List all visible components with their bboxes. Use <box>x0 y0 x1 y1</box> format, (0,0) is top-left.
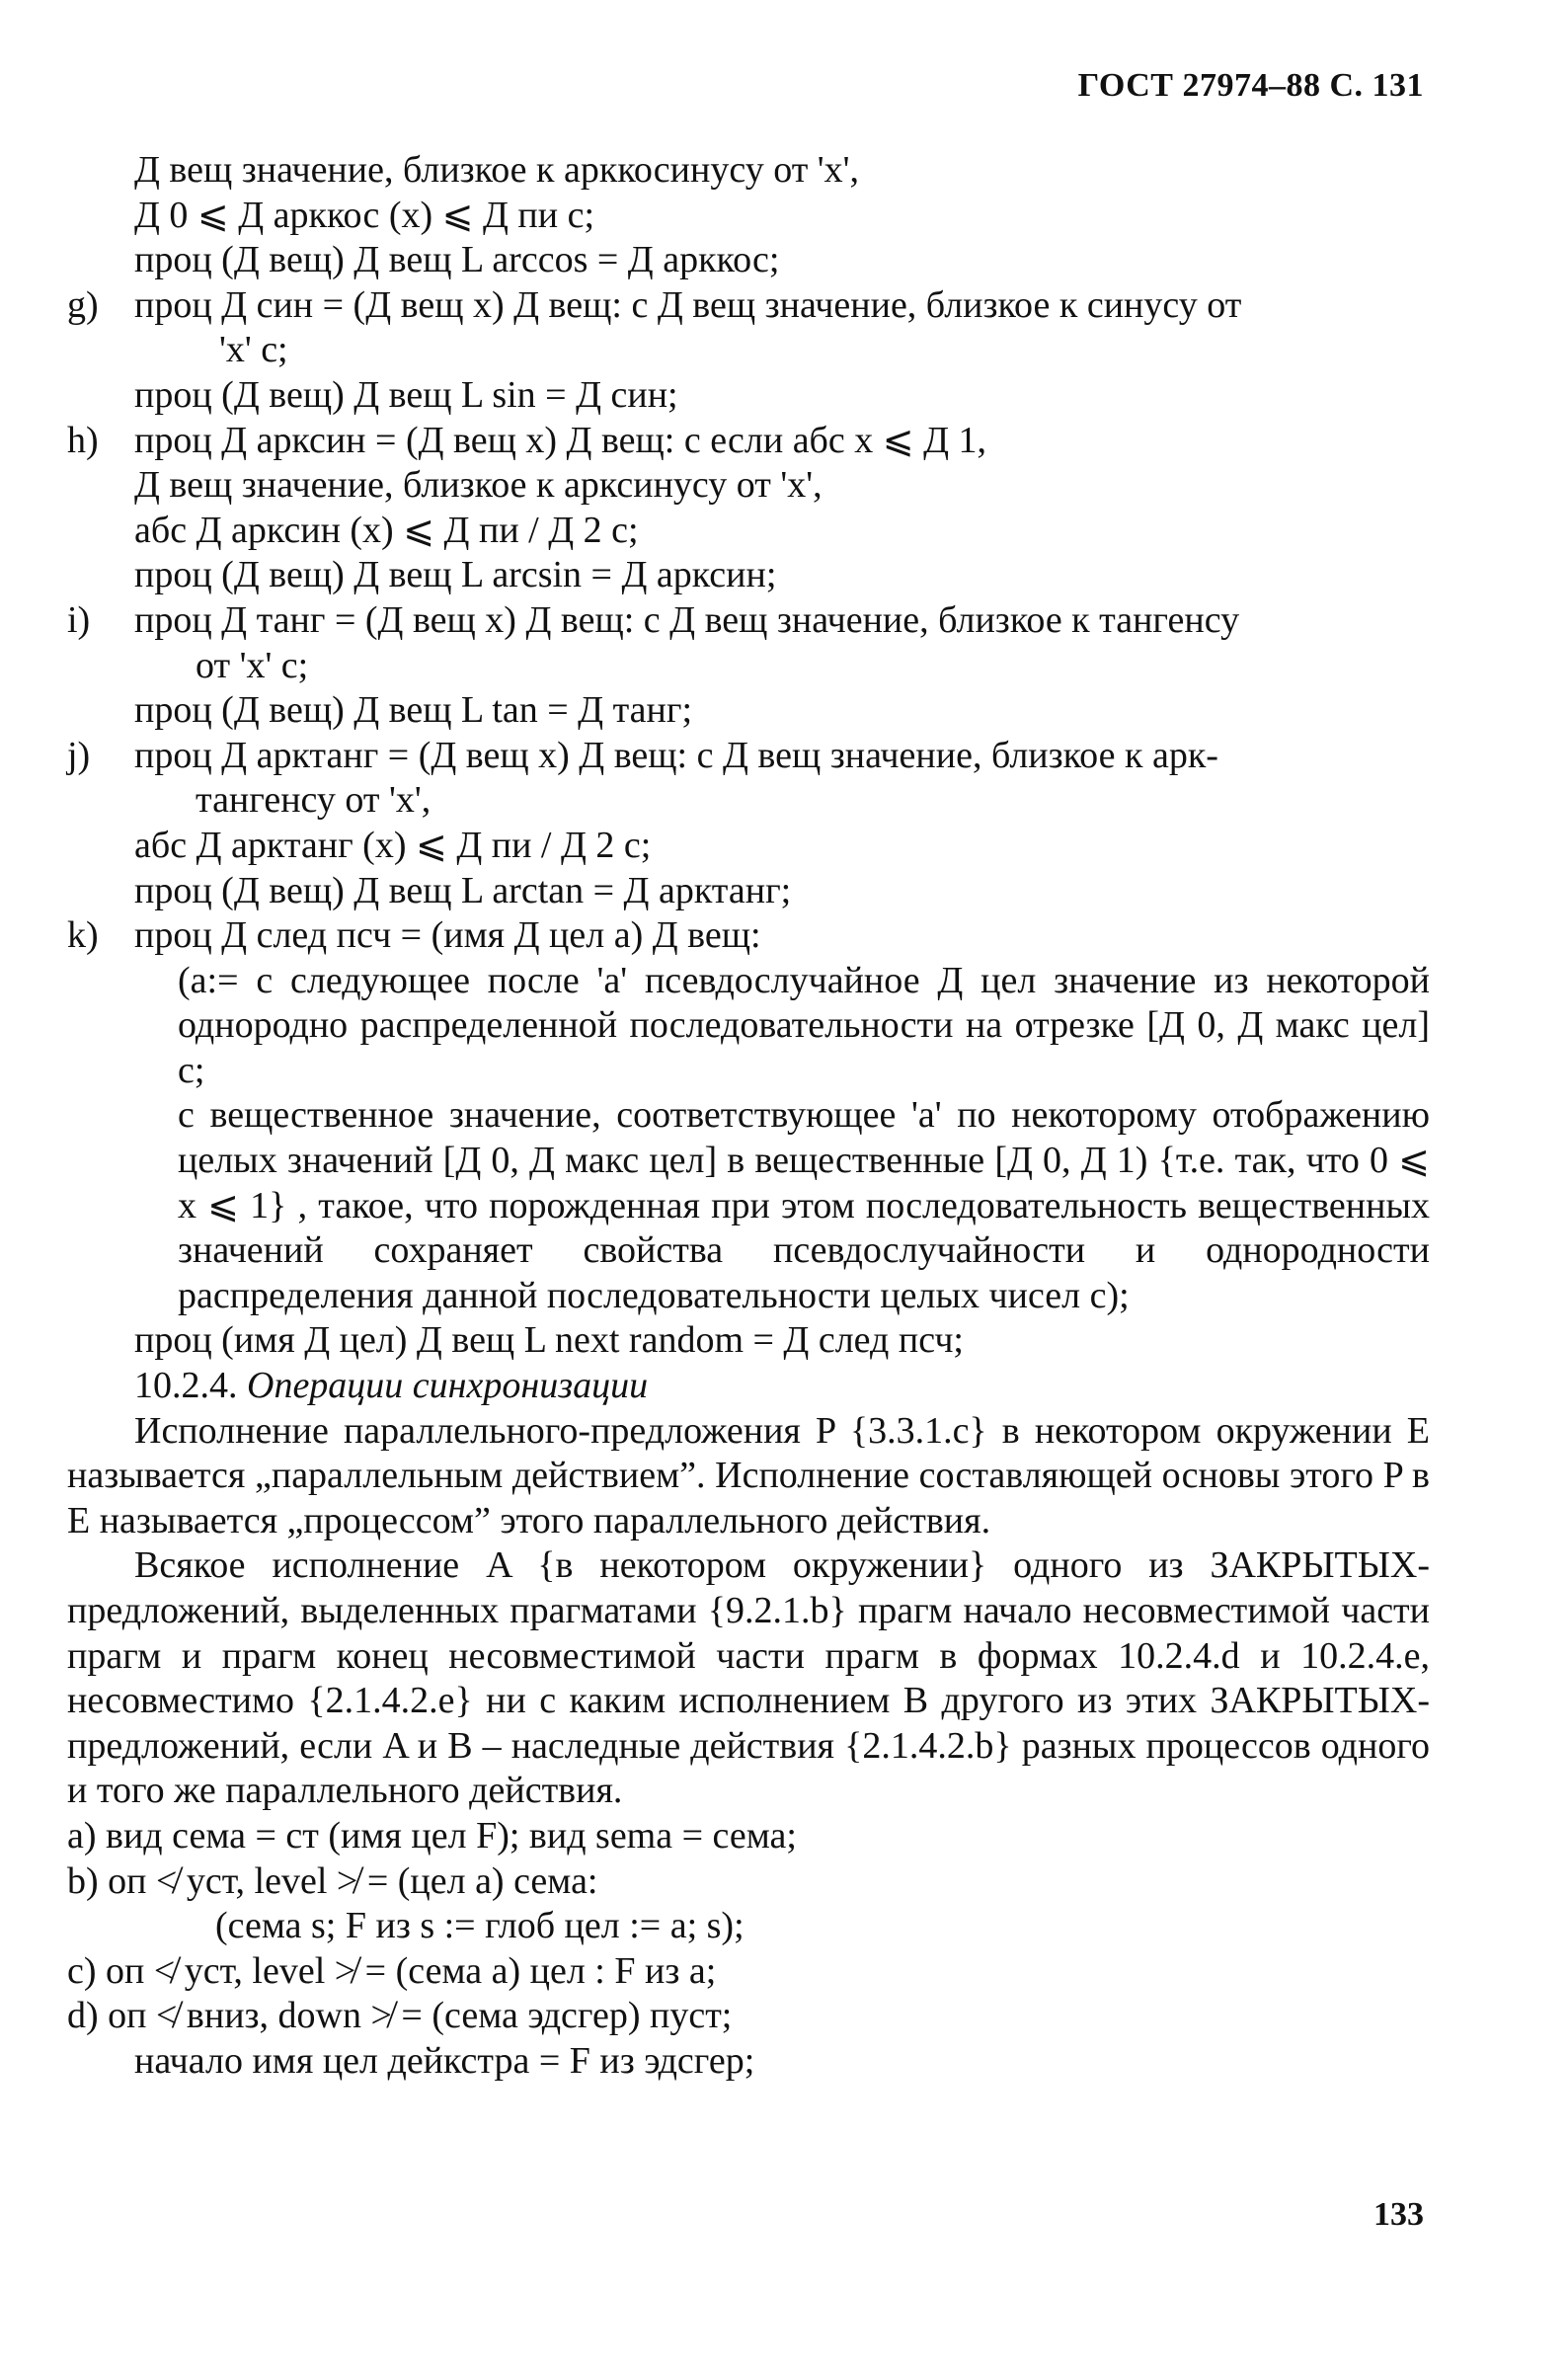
definition-line: b) оп ≮ уст, level ≯ = (цел a) сема: <box>67 1859 598 1902</box>
text-paragraph: с вещественное значение, соответствующее 'a' по некоторому отображению целых значений [Д 0, Д макс цел] в вещественные [Д 0, Д 1) {т.е. так, что 0 ⩽ x ⩽ 1} , такое, что порожденная при этом последовательность вещественных значений сохраняет свойства псевдослучайности и однородности распределения данной последовательности целых чисел с); <box>178 1094 1430 1316</box>
item-g <box>67 283 1430 329</box>
item-label: i) <box>67 598 91 641</box>
section-number: 10.2.4. <box>134 1365 238 1407</box>
text-paragraph: (a:= с следующее после 'a' псевдослучайное Д цел значение из некоторой однородно распределенной последовательности на отрезке [Д 0, Д макс цел] с; <box>178 959 1430 1091</box>
text-line: проц Д син = (Д вещ x) Д вещ: с Д вещ значение, близкое к синусу от <box>134 283 1242 326</box>
text-line: абс Д арксин (x) ⩽ Д пи / Д 2 с; <box>134 509 639 551</box>
running-head: ГОСТ 27974–88 С. 131 <box>1077 67 1424 104</box>
definition-line: c) оп ≮ уст, level ≯ = (сема a) цел : F из a; <box>67 1949 717 1992</box>
item-label: g) <box>67 283 99 326</box>
item-j <box>67 734 1430 779</box>
text-line: проц Д арктанг = (Д вещ x) Д вещ: с Д вещ значение, близкое к арк- <box>134 734 1218 776</box>
text-line: проц (Д вещ) Д вещ L arccos = Д арккос; <box>134 239 780 281</box>
section-heading <box>67 1364 1430 1409</box>
section-title: Операции синхронизации <box>247 1365 649 1407</box>
text-line: Д вещ значение, близкое к арккосинусу от 'x', <box>134 149 860 191</box>
definition-line: a) вид сема = ст (имя цел F); вид sema = сема; <box>67 1814 797 1856</box>
text-line: проц (Д вещ) Д вещ L tan = Д танг; <box>134 689 693 732</box>
text-line: 'x' с; <box>219 329 288 371</box>
text-line: проц Д след псч = (имя Д цел a) Д вещ: <box>134 914 761 957</box>
page-number: 133 <box>1373 2196 1424 2233</box>
text-line: проц (Д вещ) Д вещ L arctan = Д арктанг; <box>134 869 792 911</box>
text-paragraph: Исполнение параллельного-предложения P {3.3.1.c} в некотором окружении E называется „параллельным действием”. Исполнение составляющей основы этого P в E называется „процессом” этого параллельного действия. <box>67 1409 1430 1541</box>
item-label: h) <box>67 419 99 461</box>
definition-line: d) оп ≮ вниз, down ≯ = (сема эдсгер) пуст; <box>67 1995 733 2037</box>
text-line: от 'x' с; <box>196 644 309 686</box>
text-line: тангенсу от 'x', <box>196 779 431 822</box>
page-body <box>67 148 1430 2085</box>
definition-line: (сема s; F из s := глоб цел := a; s); <box>215 1905 745 1947</box>
text-line: Д вещ значение, близкое к арксинусу от 'x', <box>134 464 823 507</box>
item-h <box>67 419 1430 464</box>
text-line: проц (имя Д цел) Д вещ L next random = Д след псч; <box>134 1319 964 1362</box>
item-i <box>67 598 1430 644</box>
definition-line: начало имя цел дейкстра = F из эдсгер; <box>134 2039 755 2082</box>
text-line: проц Д танг = (Д вещ x) Д вещ: с Д вещ значение, близкое к тангенсу <box>134 598 1240 641</box>
item-k <box>67 913 1430 959</box>
text-line: абс Д арктанг (x) ⩽ Д пи / Д 2 с; <box>134 824 652 866</box>
text-line: проц (Д вещ) Д вещ L sin = Д син; <box>134 373 678 416</box>
text-line: Д 0 ⩽ Д арккос (x) ⩽ Д пи с; <box>134 194 595 236</box>
text-line: проц (Д вещ) Д вещ L arcsin = Д арксин; <box>134 554 777 596</box>
text-line: проц Д арксин = (Д вещ x) Д вещ: с если абс x ⩽ Д 1, <box>134 419 987 461</box>
text-paragraph: Всякое исполнение A {в некотором окружении} одного из ЗАКРЫТЫХ-предложений, выделенных прагматами {9.2.1.b} прагм начало несовместимой части прагм и прагм конец несовместимой части прагм в формах 10.2.4.d и 10.2.4.e, несовместимо {2.1.4.2.e} ни с каким исполнением B другого из этих ЗАКРЫТЫХ-предложений, если A и B – наследные действия {2.1.4.2.b} разных процессов одного и того же параллельного действия. <box>67 1544 1430 1812</box>
item-label: k) <box>67 914 99 957</box>
item-label: j) <box>67 734 91 776</box>
